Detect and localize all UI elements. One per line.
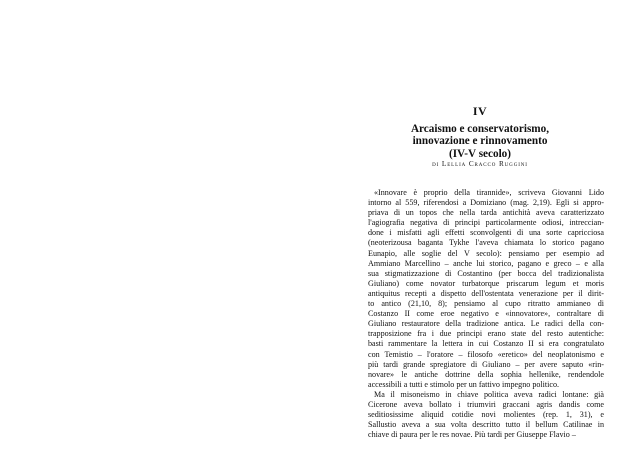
body-line: Ammiano Marcellino – anche lui storico, pagano e greco – e alla [368, 258, 604, 268]
body-line: Cicerone aveva bollato i triumviri graccani agris dandis come [368, 399, 604, 409]
body-line: accessibili a tutti e stimolo per un fattivo impegno politico. [368, 379, 560, 389]
body-line: più tardi grande spregiatore di Giuliano – per avere saputo «rin- [368, 359, 604, 369]
body-line: to antico (21,10, 8); pensiamo al cupo ritratto ammianeo di [368, 299, 604, 309]
body-line: trapposizione fra i due principi erano state del resto autentiche: [368, 329, 604, 339]
body-line: con Temistio – l'oratore – filosofo «eretico» del neoplatonismo e [368, 349, 604, 359]
body-line: priava di un topos che nella tarda antichità aveva caratterizzato [368, 208, 604, 218]
chapter-title-line-3: (IV-V secolo) [448, 147, 512, 160]
body-line: intorno al 559, riferendosi a Domiziano (mag. 2,19). Egli si appro- [368, 198, 604, 208]
body-line: Giuliano) come novator turbatorque priscarum legum et moris [368, 278, 604, 288]
body-line: novare» le antiche dottrine della sophia hellenike, rendendole [368, 369, 604, 379]
body-line: chiave di paura per le res novae. Più tardi per Giuseppe Flavio – [368, 430, 576, 440]
body-line: (neoterizousa baganta Tykhe l'aveva chiamata lo storico pagano [368, 238, 604, 248]
body-line: seditiosissime aliquid cotidie novi molientes (rep. 1, 31), e [368, 410, 604, 420]
chapter-title-line-1: Arcaismo e conservatorismo, [410, 123, 550, 135]
body-line: Costanzo II come eroe negativo e «innovatore», contraltare di [368, 309, 604, 319]
chapter-title-line-2: innovazione e rinnovamento [412, 135, 548, 148]
body-line: antiquitus recepti a dispetto dell'ostentata venerazione per il dirit- [368, 288, 604, 298]
body-line: basti rammentare la lettera in cui Costanzo II si era congratulato [368, 339, 604, 349]
body-line: Sallustio aveva a sua volta descritto tutto il bellum Catilinae in [368, 420, 604, 430]
body-line: l'agiografia negativa di principi particolarmente odiosi, intreccian- [368, 218, 604, 228]
body-line: sua stigmatizzazione di Costantino (per bocca del tradizionalista [368, 268, 604, 278]
body-line: «Innovare è proprio della tirannide», scriveva Giovanni Lido [374, 188, 604, 197]
body-line: Giuliano restauratore della tradizione antica. Le radici della con- [368, 319, 604, 329]
body-line: Ma il misoneismo in chiave politica aveva radici lontane: già [374, 389, 604, 399]
chapter-author: di Lellia Cracco Ruggini [432, 160, 528, 168]
chapter-title [330, 123, 630, 160]
body-text [368, 188, 604, 440]
chapter-number: IV [472, 104, 488, 118]
body-line: Eunapio, alle soglie del V secolo): pensiamo per esempio ad [368, 248, 604, 258]
body-line: done i misfatti agli effetti sconvolgenti di una sorte capricciosa [368, 228, 604, 238]
